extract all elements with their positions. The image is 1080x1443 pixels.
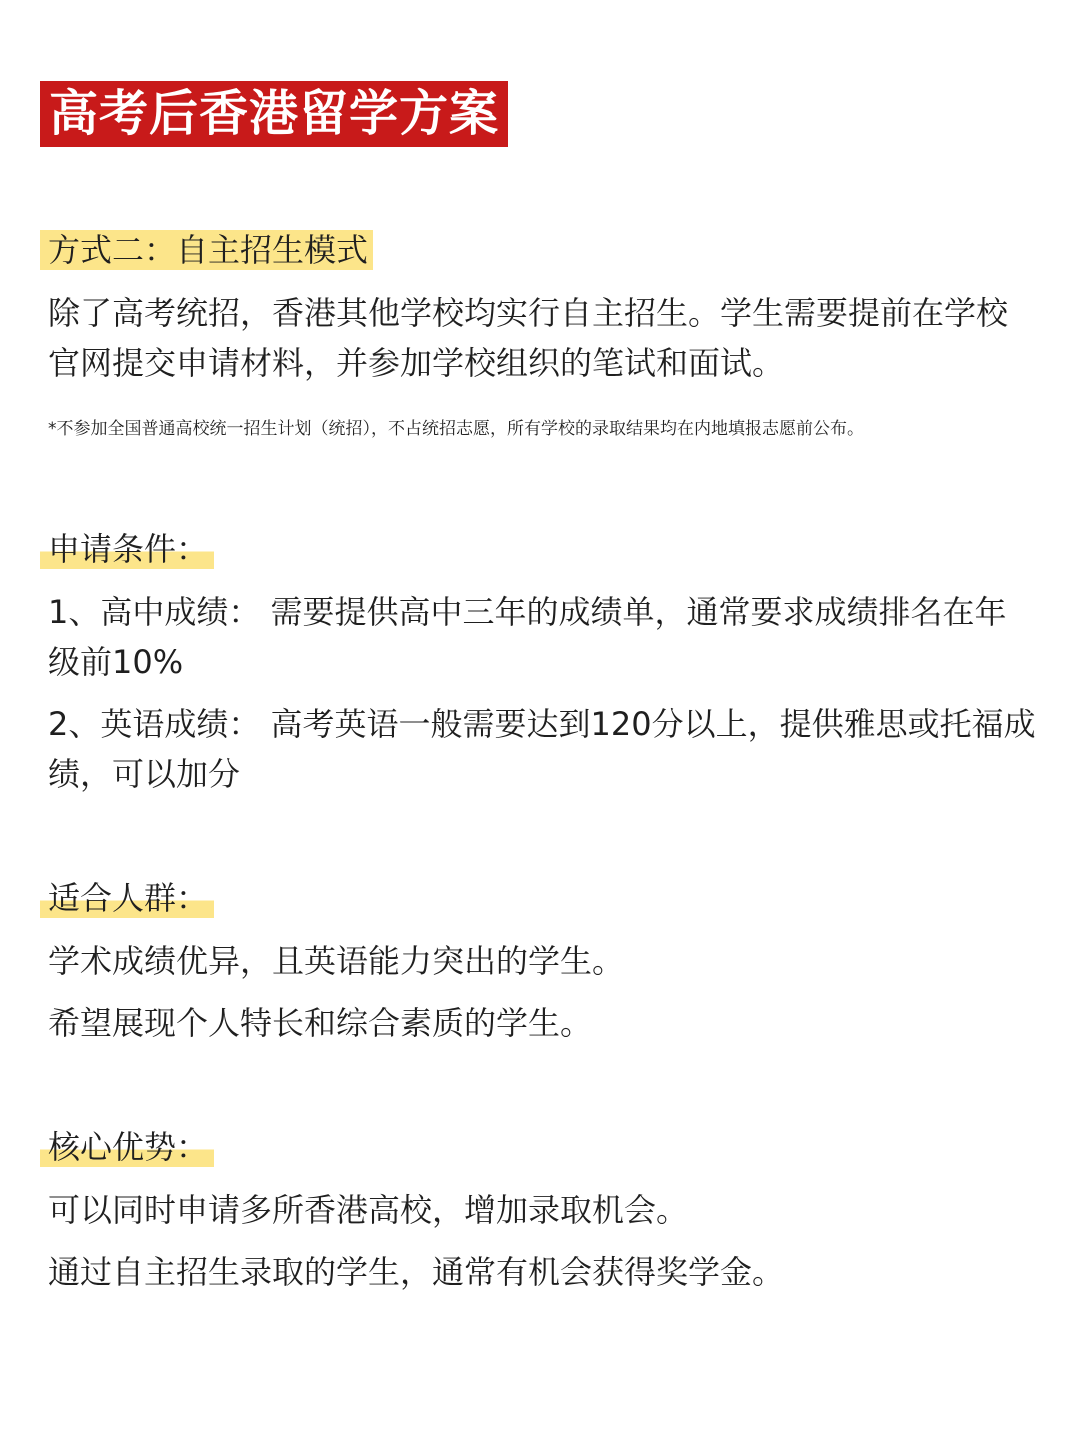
page-title: 高考后香港留学方案 <box>40 81 508 147</box>
method-heading: 方式二：自主招生模式 <box>40 230 373 270</box>
audience-heading: 适合人群： <box>40 878 214 918</box>
audience-item-2: 希望展现个人特长和综合素质的学生。 <box>48 1004 593 1042</box>
advantage-item-2: 通过自主招生录取的学生，通常有机会获得奖学金。 <box>48 1253 785 1291</box>
audience-item-1: 学术成绩优异，且英语能力突出的学生。 <box>48 942 625 980</box>
requirements-heading: 申请条件： <box>40 529 214 569</box>
method-description: 除了高考统招，香港其他学校均实行自主招生。学生需要提前在学校官网提交申请材料，并参加学校组织的笔试和面试。 <box>48 294 1009 382</box>
advantage-item-1: 可以同时申请多所香港高校，增加录取机会。 <box>48 1191 689 1229</box>
requirement-item-1: 1、高中成绩： 需要提供高中三年的成绩单，通常要求成绩排名在年级前10% <box>48 593 1007 681</box>
requirement-item-2: 2、英语成绩： 高考英语一般需要达到120分以上，提供雅思或托福成绩，可以加分 <box>48 705 1036 793</box>
advantages-heading: 核心优势： <box>40 1127 214 1167</box>
method-note: *不参加全国普通高校统一招生计划（统招），不占统招志愿，所有学校的录取结果均在内地填报志愿前公布。 <box>48 419 864 439</box>
